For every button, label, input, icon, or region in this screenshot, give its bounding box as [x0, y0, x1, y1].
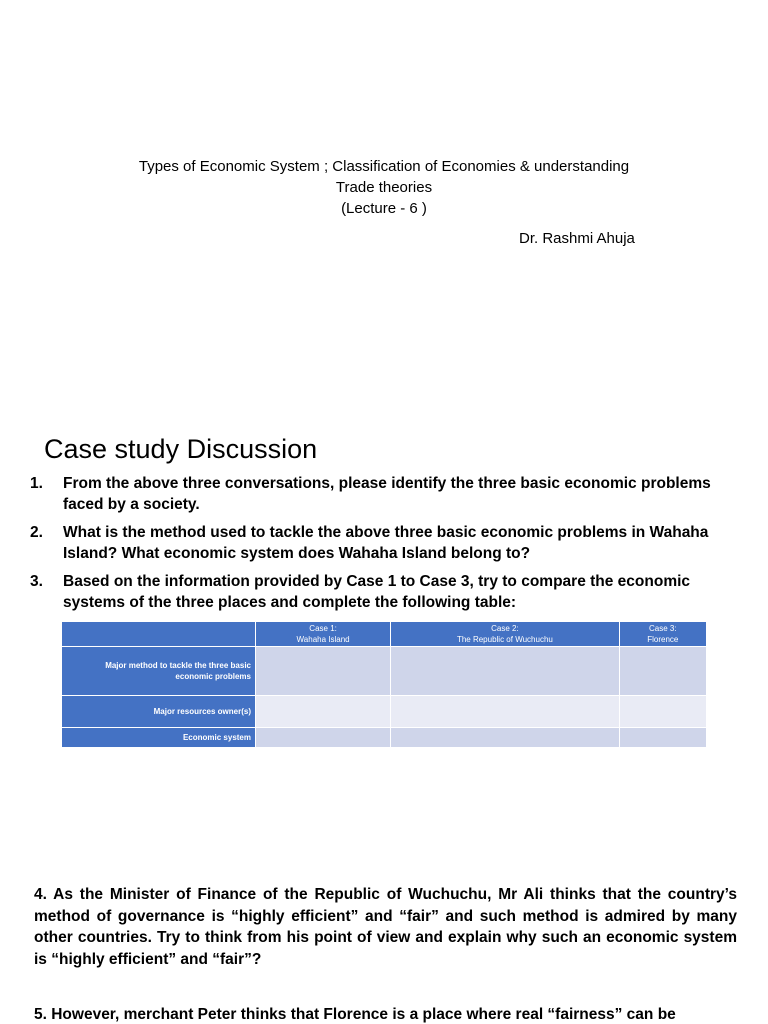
column-header-line: Case 1: — [309, 624, 337, 633]
row-header-line: economic problems — [175, 672, 251, 681]
column-header-line: Florence — [647, 635, 679, 644]
title-line-3: (Lecture - 6 ) — [341, 200, 427, 217]
document-title — [0, 156, 768, 219]
table-cell-empty[interactable] — [619, 696, 706, 728]
author-name: Dr. Rashmi Ahuja — [519, 230, 635, 247]
table-cell-empty[interactable] — [391, 696, 619, 728]
column-header-case-3 — [619, 622, 706, 647]
title-line-1: Types of Economic System ; Classification of Economies & understanding — [138, 158, 630, 175]
comparison-table — [61, 621, 707, 748]
table-cell-empty[interactable] — [256, 647, 391, 696]
question-item — [30, 523, 730, 564]
table-cell-empty[interactable] — [619, 647, 706, 696]
question-text: From the above three conversations, please identify the three basic economic problems faced by a society. — [63, 475, 711, 513]
table-row — [62, 647, 707, 696]
column-header-line: Case 3: — [649, 624, 677, 633]
column-header-line: Case 2: — [491, 624, 519, 633]
table-cell-empty[interactable] — [256, 728, 391, 748]
question-text: Based on the information provided by Case 1 to Case 3, try to compare the economic systems of the three places and complete the following table: — [63, 573, 691, 611]
column-header-line: Wahaha Island — [296, 635, 350, 644]
question-item — [30, 474, 730, 515]
column-header-line: The Republic of Wuchuchu — [456, 635, 553, 644]
section-heading: Case study Discussion — [44, 434, 318, 464]
row-header-economic-system: Economic system — [62, 728, 256, 748]
table-row — [62, 728, 707, 748]
row-header-line: Major method to tackle the three basic — [105, 661, 251, 670]
question-number: 3. — [30, 573, 43, 590]
title-line-2: Trade theories — [335, 179, 433, 196]
table-corner-cell — [62, 622, 256, 647]
question-number: 1. — [30, 475, 43, 492]
table-header-row — [62, 622, 707, 647]
question-item — [30, 572, 730, 613]
table-cell-empty[interactable] — [391, 647, 619, 696]
table-cell-empty[interactable] — [391, 728, 619, 748]
column-header-case-2 — [391, 622, 619, 647]
table-row — [62, 696, 707, 728]
table-cell-empty[interactable] — [256, 696, 391, 728]
question-4-paragraph: 4. As the Minister of Finance of the Republic of Wuchuchu, Mr Ali thinks that the country’s method of governance is “highly efficient” and “fair” and such method is admired by many other countries. Try to think from his point of view and explain why such an economic system is “highly efficient” and “fair”? — [34, 886, 737, 968]
table-cell-empty[interactable] — [619, 728, 706, 748]
question-list — [30, 474, 730, 621]
question-5-paragraph: 5. However, merchant Peter thinks that Florence is a place where real “fairness” can be — [34, 1006, 676, 1023]
question-text: What is the method used to tackle the above three basic economic problems in Wahaha Island? What economic system does Wahaha Island belong to? — [63, 524, 709, 562]
question-number: 2. — [30, 524, 43, 541]
row-header-method — [62, 647, 256, 696]
row-header-resources-owner: Major resources owner(s) — [62, 696, 256, 728]
column-header-case-1 — [256, 622, 391, 647]
